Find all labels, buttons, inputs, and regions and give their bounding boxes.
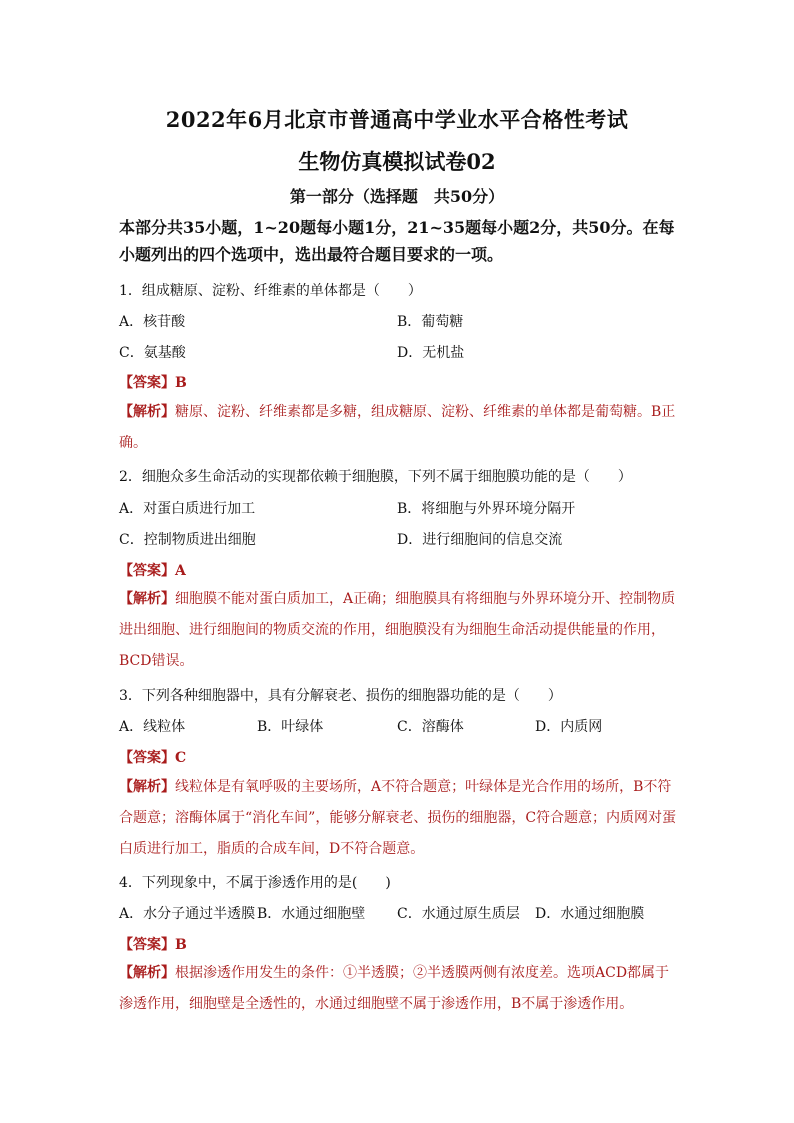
answer-tag: 【答案】 (119, 563, 175, 579)
explanation-text: 细胞膜不能对蛋白质加工，A正确；细胞膜具有将细胞与外界环境分开、控制物质进出细胞、进行细胞间的物质交流的作用，细胞膜没有为细胞生命活动提供能量的作用，BCD错误。 (119, 591, 676, 669)
question-2-option-c: C．控制物质进出细胞 (119, 532, 256, 548)
answer-tag: 【答案】 (119, 750, 175, 766)
question-3-option-a: A．线粒体 (119, 719, 186, 735)
question-4-answer (119, 934, 187, 954)
exam-title: 2022年6月北京市普通高中学业水平合格性考试 (165, 107, 629, 132)
exam-subtitle: 生物仿真模拟试卷02 (298, 149, 496, 174)
question-3-option-d: D．内质网 (535, 719, 603, 735)
answer-tag: 【答案】 (119, 375, 175, 391)
question-2-answer (119, 560, 186, 580)
question-3-explanation (119, 772, 679, 865)
question-4-explanation (119, 958, 679, 1020)
question-2-explanation (119, 584, 679, 677)
answer-value: C (175, 750, 187, 766)
question-3-answer (119, 747, 186, 767)
explanation-tag: 【解析】 (119, 965, 175, 981)
answer-value: B (175, 375, 187, 391)
question-1-option-b: B．葡萄糖 (397, 314, 464, 330)
question-4-option-c: C．水通过原生质层 (397, 906, 520, 922)
section-heading: 第一部分（选择题 共50分） (289, 187, 505, 206)
question-3-option-c: C．溶酶体 (397, 719, 464, 735)
answer-value: B (175, 937, 187, 953)
question-2-option-b: B．将细胞与外界环境分隔开 (397, 501, 576, 517)
explanation-tag: 【解析】 (119, 404, 175, 420)
question-4-option-a: A．水分子通过半透膜 (119, 906, 256, 922)
question-2-option-d: D．进行细胞间的信息交流 (397, 532, 563, 548)
explanation-tag: 【解析】 (119, 591, 175, 607)
question-1-explanation (119, 397, 679, 459)
question-4-stem: 4．下列现象中，不属于渗透作用的是( ) (119, 875, 391, 891)
explanation-text: 根据渗透作用发生的条件：①半透膜；②半透膜两侧有浓度差。选项ACD都属于渗透作用，细胞壁是全透性的，水通过细胞壁不属于渗透作用，B不属于渗透作用。 (119, 965, 670, 1012)
question-3-stem: 3．下列各种细胞器中，具有分解衰老、损伤的细胞器功能的是（ ） (119, 688, 562, 704)
answer-tag: 【答案】 (119, 937, 175, 953)
question-1-stem: 1．组成糖原、淀粉、纤维素的单体都是（ ） (119, 283, 422, 299)
question-2-option-a: A．对蛋白质进行加工 (119, 501, 256, 517)
question-1-option-a: A．核苷酸 (119, 314, 186, 330)
explanation-text: 线粒体是有氧呼吸的主要场所，A不符合题意；叶绿体是光合作用的场所，B不符合题意；溶酶体属于“消化车间”，能够分解衰老、损伤的细胞器，C符合题意；内质网对蛋白质进行加工，脂质的合成车间，D不符合题意。 (119, 779, 677, 857)
question-1-answer (119, 372, 187, 392)
answer-value: A (175, 563, 186, 579)
question-1-option-d: D．无机盐 (397, 345, 465, 361)
question-3-option-b: B．叶绿体 (257, 719, 324, 735)
explanation-text: 糖原、淀粉、纤维素都是多糖，组成糖原、淀粉、纤维素的单体都是葡萄糖。B正确。 (119, 404, 676, 451)
question-1-option-c: C．氨基酸 (119, 345, 186, 361)
explanation-tag: 【解析】 (119, 779, 175, 795)
section-instructions: 本部分共35小题，1~20题每小题1分，21~35题每小题2分，共50分。在每小题列出的四个选项中，选出最符合题目要求的一项。 (119, 218, 675, 264)
question-4-option-b: B．水通过细胞壁 (257, 906, 366, 922)
question-4-option-d: D．水通过细胞膜 (535, 906, 645, 922)
question-2-stem: 2．细胞众多生命活动的实现都依赖于细胞膜，下列不属于细胞膜功能的是（ ） (119, 469, 632, 485)
